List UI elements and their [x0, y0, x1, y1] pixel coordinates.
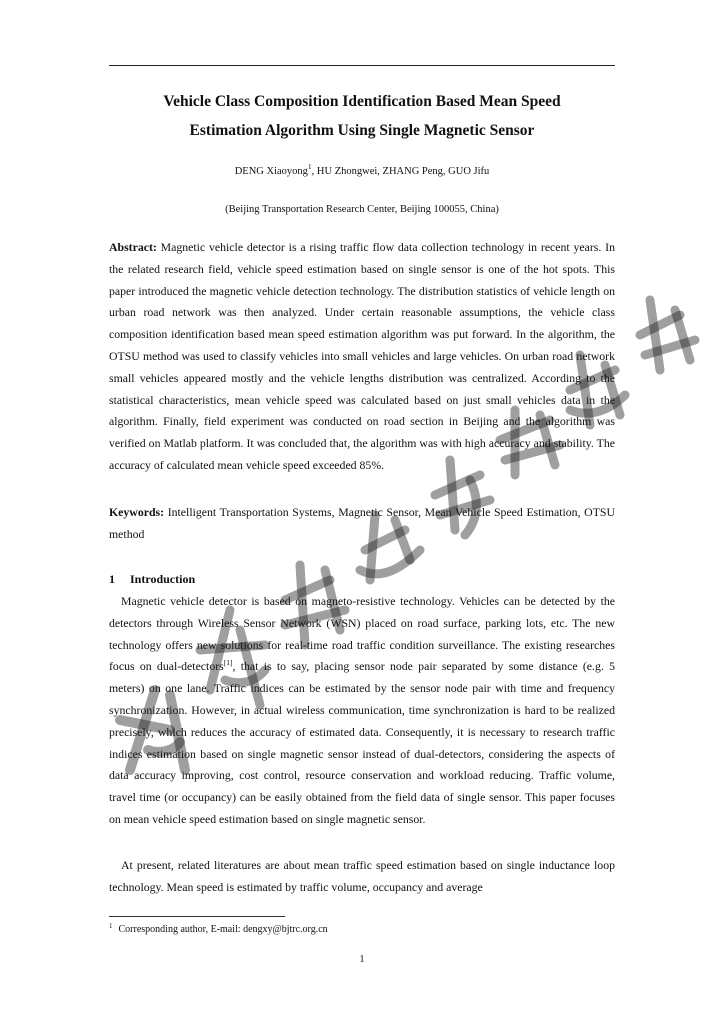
- page-number: 1: [359, 954, 365, 965]
- watermark-glyph: [640, 300, 695, 370]
- paragraph: [109, 591, 615, 831]
- section-title: Introduction: [130, 572, 196, 586]
- footnote-mark: 1: [109, 922, 113, 930]
- section-heading: [109, 569, 195, 589]
- paper-title: [109, 87, 615, 145]
- abstract: [109, 237, 615, 477]
- paragraph-text: Magnetic vehicle detector is based on magneto-resistive technology. Vehicles can be detected by the detectors through Wireless Sensor Network (WSN) placed on road surface, parking lots, etc. The new technology offers new solutions for real-time road traffic condition surveillance. The existing researches focus on dual-detectors: [109, 594, 615, 674]
- footnote-rule: [109, 916, 285, 917]
- footnote: [109, 923, 328, 937]
- author-list: [109, 162, 615, 179]
- keywords-text: Intelligent Transportation Systems, Magnetic Sensor, Mean Vehicle Speed Estimation, OTSU method: [109, 505, 615, 541]
- title-line-1: Vehicle Class Composition Identification Based Mean Speed: [163, 93, 561, 110]
- paragraph-text-cont: , that is to say, placing sensor node pair separated by some distance (e.g. 5 meters) on one lane. Traffic indices can be estimated by the sensor node pair with time and frequency synchronization. However, in actual wireless communication, time synchronization is hard to be realized precisely, which reduces the accuracy of estimated data. Consequently, it is necessary to research traffic indices estimation based on single magnetic sensor instead of dual-detectors, considering the aspects of data accuracy improving, cost control, resource conservation and workload reducing. Traffic volume, travel time (or occupancy) can be easily obtained from the field data of single sensor. This paper focuses on mean vehicle speed estimation based on single magnetic sensor.: [109, 659, 615, 826]
- affiliation: (Beijing Transportation Research Center, Beijing 100055, China): [225, 204, 499, 215]
- title-line-2: Estimation Algorithm Using Single Magnetic Sensor: [189, 122, 535, 139]
- keywords-label: Keywords:: [109, 505, 165, 519]
- section-number: 1: [109, 572, 115, 586]
- abstract-text: Magnetic vehicle detector is a rising traffic flow data collection technology in recent years. In the related research field, vehicle speed estimation based on single sensor is one of the hot spots. This paper introduced the magnetic vehicle detection technology. The distribution statistics of vehicle length on urban road network was then analyzed. Under certain reasonable assumptions, the vehicle class composition identification based mean speed estimation algorithm was put forward. In the algorithm, the OTSU method was used to classify vehicles into small vehicles and large vehicles. On urban road network small vehicles appeared mostly and the vehicle lengths distribution was centralized. According to the statistical characteristics, mean vehicle speed was calculated based on just small vehicles data in the algorithm. Finally, field experiment was conducted on road section in Beijing and the algorithm was verified on Matlab platform. It was concluded that, the algorithm was with high accuracy and stability. The accuracy of calculated mean vehicle speed exceeded 85%.: [109, 240, 615, 472]
- paragraph: At present, related literatures are about mean traffic speed estimation based on single inductance loop technology. Mean speed is estimated by traffic volume, occupancy and average: [109, 858, 615, 894]
- abstract-label: Abstract:: [109, 240, 157, 254]
- author-footnote-mark: 1: [307, 162, 312, 171]
- other-authors: , HU Zhongwei, ZHANG Peng, GUO Jifu: [311, 166, 490, 177]
- header-rule: [109, 65, 615, 66]
- first-author: DENG Xiaoyong: [234, 166, 308, 177]
- footnote-text: Corresponding author, E-mail: dengxy@bjtrc.org.cn: [118, 924, 328, 935]
- citation-ref[interactable]: [1]: [223, 658, 233, 668]
- keywords: [109, 502, 615, 546]
